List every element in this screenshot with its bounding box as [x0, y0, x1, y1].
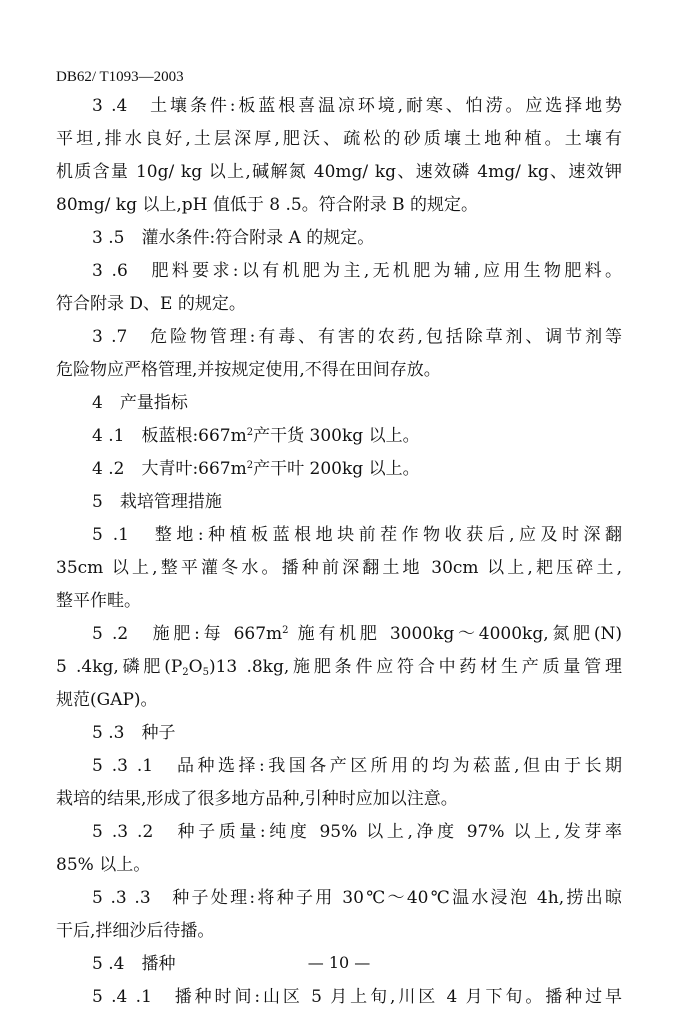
- text-line-3-7-a: 3 .7 危险物管理:有毒、有害的农药,包括除草剂、调节剂等: [92, 327, 622, 347]
- text-line-5-2-b: 5 .4kg,磷肥$(P_2O_5)13$ .8kg,施肥条件应符合中药材生产质量管理: [56, 657, 622, 678]
- text-line-5-4-1-a: 5 .4 .1 播种时间:山区 5 月上旬,川区 4 月下旬。播种过早: [92, 987, 622, 1007]
- document-page: [56, 64, 622, 1014]
- standard-code-header: DB62/ T1093—2003: [56, 69, 184, 85]
- text-line-3-4-d: 80mg/ kg 以上,pH 值低于 8 .5。符合附录 B 的规定。: [56, 195, 479, 215]
- text-line-5-3-2-b: 85% 以上。: [56, 855, 151, 875]
- text-line-3-4-a: 3 .4 土壤条件:板蓝根喜温凉环境,耐寒、怕涝。应选择地势: [92, 96, 622, 116]
- section-heading-4: 4 产量指标: [92, 393, 188, 413]
- text-line-5-1-b: 35cm 以上,整平灌冬水。播种前深翻土地 30cm 以上,耙压碎土,: [56, 558, 622, 578]
- text-line-5-3-2-a: 5 .3 .2 种子质量:纯度 95% 以上,净度 97% 以上,发芽率: [92, 822, 622, 842]
- page-number: — 10 —: [307, 953, 371, 972]
- text-line-3-7-b: 危险物应严格管理,并按规定使用,不得在田间存放。: [56, 360, 441, 380]
- text-line-3-4-b: 平坦,排水良好,土层深厚,肥沃、疏松的砂质壤土地种植。土壤有: [56, 129, 622, 149]
- section-heading-5: 5 栽培管理措施: [92, 492, 222, 512]
- text-line-5-1-a: 5 .1 整地:种植板蓝根地块前茬作物收获后,应及时深翻: [92, 525, 622, 545]
- text-line-3-6-a: 3 .6 肥料要求:以有机肥为主,无机肥为辅,应用生物肥料。: [92, 261, 622, 281]
- text-line-3-5: 3 .5 灌水条件:符合附录 A 的规定。: [92, 228, 375, 248]
- text-line-4-2: 4 .2 大青叶$:667m^2$产干叶 200kg 以上。: [92, 459, 420, 479]
- text-line-5-3-3-a: 5 .3 .3 种子处理:将种子用 30℃～40℃温水浸泡 4h,捞出晾: [92, 888, 622, 908]
- text-line-5-3-1-b: 栽培的结果,形成了很多地方品种,引种时应加以注意。: [56, 789, 458, 809]
- text-line-3-6-b: 符合附录 D、E 的规定。: [56, 294, 246, 314]
- text-line-5-3-3-b: 干后,拌细沙后待播。: [56, 921, 215, 941]
- text-line-5-2-c: 规范(GAP)。: [56, 690, 158, 710]
- text-line-5-3-1-a: 5 .3 .1 品种选择:我国各产区所用的均为菘蓝,但由于长期: [92, 756, 622, 776]
- text-line-3-4-c: 机质含量 10g/ kg 以上,碱解氮 40mg/ kg、速效磷 4mg/ kg、速效钾: [56, 162, 622, 182]
- text-line-5-1-c: 整平作畦。: [56, 591, 141, 611]
- section-heading-5-4: 5 .4 播种: [92, 954, 176, 974]
- section-heading-5-3: 5 .3 种子: [92, 723, 176, 743]
- text-line-5-2-a: 5 .2 施肥:每 $667m^2$ 施有机肥 3000kg～4000kg,氮肥(N): [92, 624, 622, 644]
- text-line-4-1: 4 .1 板蓝根$:667m^2$产干货 300kg 以上。: [92, 426, 420, 446]
